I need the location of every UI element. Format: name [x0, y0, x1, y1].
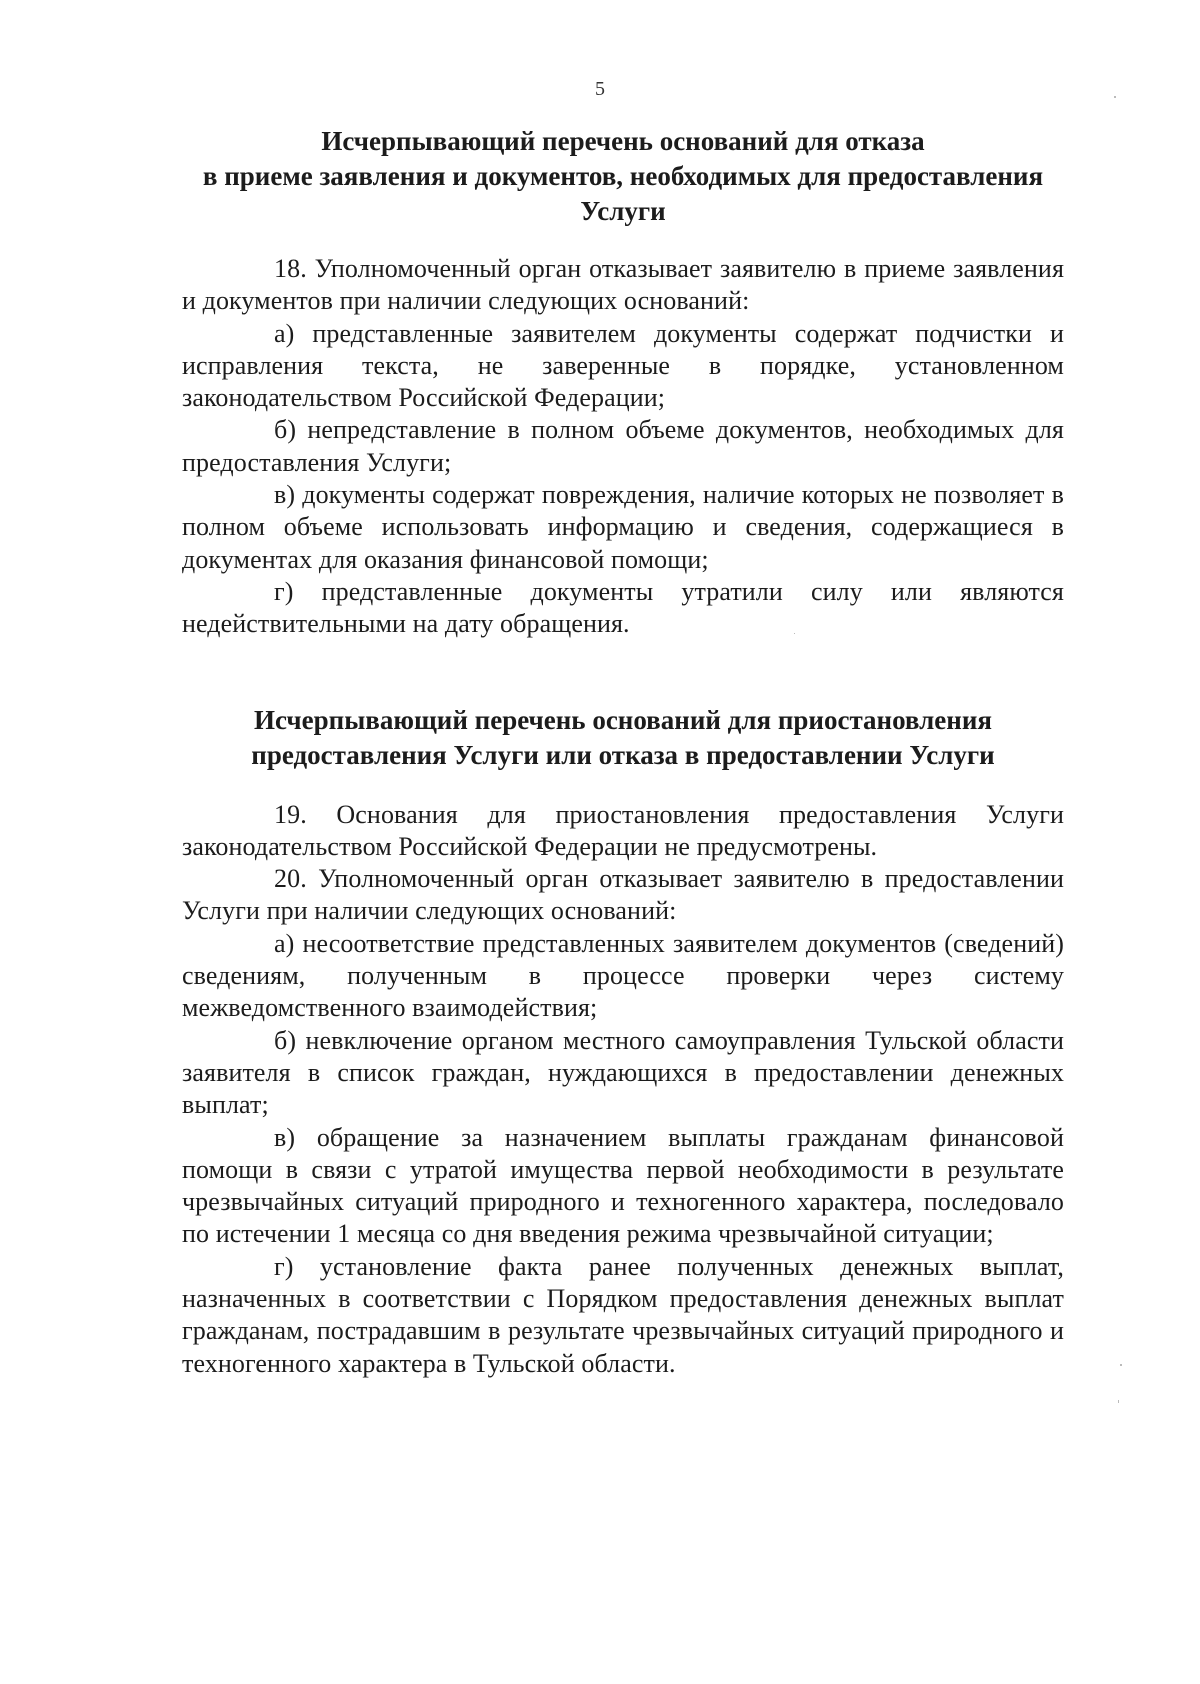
paragraph-20-a: а) несоответствие представленных заявителем документов (сведений) сведениям, полученным в процессе проверки через систему межведомственного взаимодействия; [182, 928, 1064, 1023]
paragraph-20-v: в) обращение за назначением выплаты гражданам финансовой помощи в связи с утратой имущества первой необходимости в результате чрезвычайных ситуаций природного и техногенного характера, последовало по истечении 1 месяца со дня введения режима чрезвычайной ситуации; [182, 1122, 1064, 1249]
heading-line: Услуги [580, 196, 666, 226]
scan-speck [1120, 1364, 1122, 1366]
paragraph-20-b: б) невключение органом местного самоуправления Тульской области заявителя в список граждан, нуждающихся в предоставлении денежных выплат; [182, 1025, 1064, 1120]
scan-speck [1118, 1400, 1119, 1403]
paragraph-18-b: б) непредставление в полном объеме документов, необходимых для предоставления Услуги; [182, 415, 1064, 477]
heading-line: в приеме заявления и документов, необходимых для предоставления [202, 161, 1044, 191]
paragraph-20: 20. Уполномоченный орган отказывает заявителю в предоставлении Услуги при наличии следующих оснований: [182, 864, 1064, 926]
section-heading-suspension-refusal [182, 703, 1064, 773]
scan-speck [1114, 96, 1116, 98]
page-number: 5 [595, 78, 605, 100]
heading-line: Исчерпывающий перечень оснований для приостановления [253, 704, 993, 735]
scan-speck [794, 633, 795, 634]
paragraph-18-v: в) документы содержат повреждения, наличие которых не позволяет в полном объеме использовать информацию и сведения, содержащиеся в документах для оказания финансовой помощи; [182, 480, 1064, 574]
section-heading-refusal-acceptance [182, 124, 1064, 229]
heading-line: предоставления Услуги или отказа в предоставлении Услуги [251, 739, 995, 770]
document-body [182, 124, 1064, 1380]
paragraph-18: 18. Уполномоченный орган отказывает заявителю в приеме заявления и документов при наличии следующих оснований: [182, 254, 1064, 316]
paragraph-19: 19. Основания для приостановления предоставления Услуги законодательством Российской Федерации не предусмотрены. [182, 799, 1064, 861]
heading-line: Исчерпывающий перечень оснований для отказа [321, 126, 925, 156]
paragraph-18-a: а) представленные заявителем документы содержат подчистки и исправления текста, не заверенные в порядке, установленном законодательством Российской Федерации; [182, 318, 1064, 413]
paragraph-20-g: г) установление факта ранее полученных денежных выплат, назначенных в соответствии с Порядком предоставления денежных выплат гражданам, пострадавшим в результате чрезвычайных ситуаций природного и техногенного характера в Тульской области. [182, 1251, 1064, 1378]
paragraph-18-g: г) представленные документы утратили силу или являются недействительными на дату обращения. [182, 576, 1064, 639]
